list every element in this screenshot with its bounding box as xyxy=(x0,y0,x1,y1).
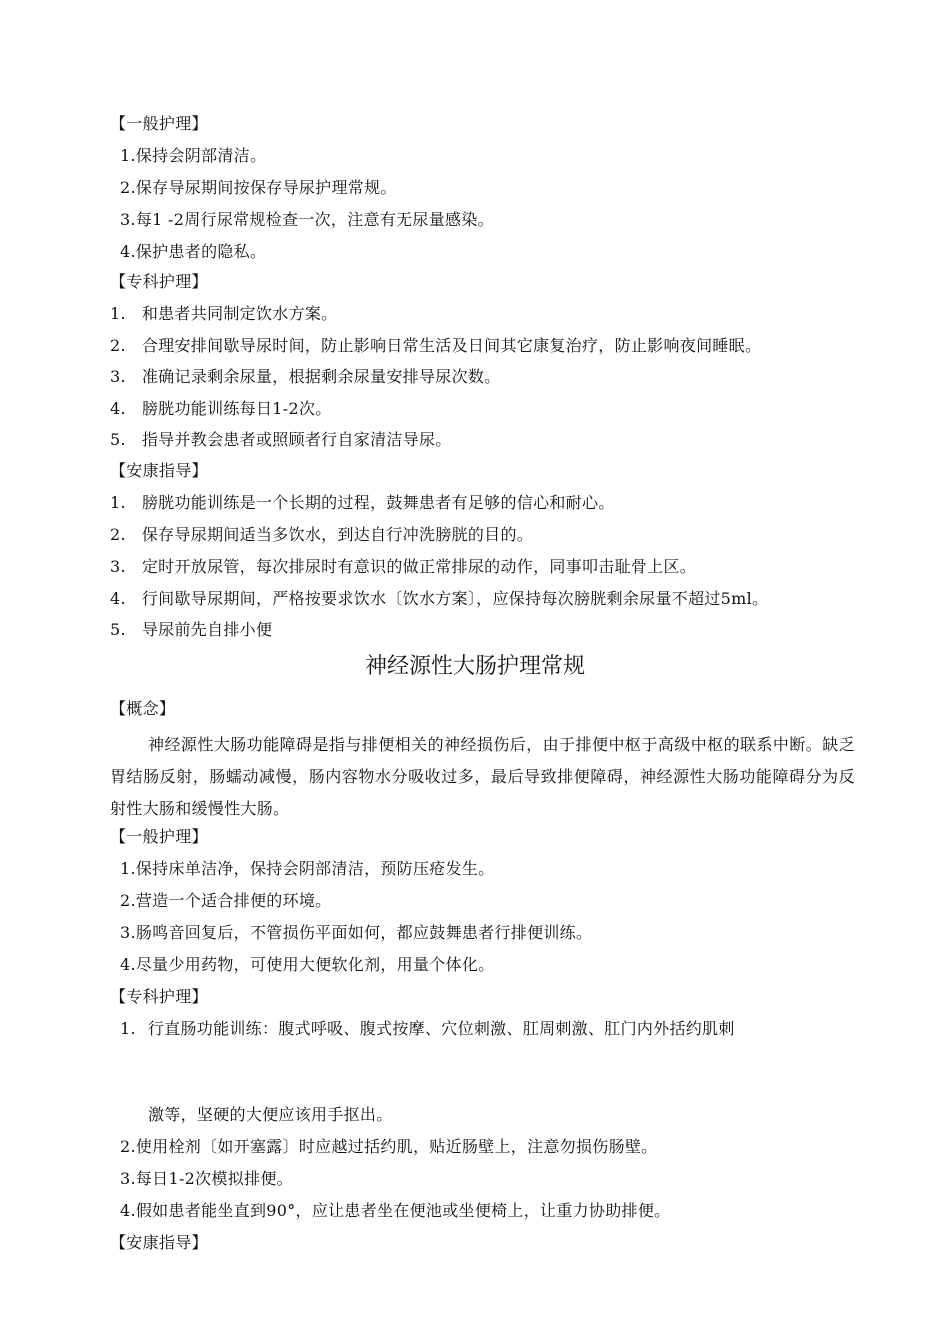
list-item: 4.保护患者的隐私。 xyxy=(120,242,267,261)
list-item: 1.保持会阴部清洁。 xyxy=(120,146,267,165)
section-heading-specialist-nursing: 【专科护理】 xyxy=(110,987,208,1006)
list-item: 3.每日1-2次模拟排便。 xyxy=(120,1169,293,1188)
item-text: 定时开放尿管，每次排尿时有意识的做正常排尿的动作，同事叩击耻骨上区。 xyxy=(141,557,697,576)
item-text: 行直肠功能训练：腹式呼吸、腹式按摩、穴位刺激、肛周刺激、肛门内外括约肌刺 xyxy=(147,1019,735,1038)
list-item: 4.假如患者能坐直到90°，应让患者坐在便池或坐便椅上，让重力协助排便。 xyxy=(120,1201,671,1220)
list-item: 2.营造一个适合排便的环境。 xyxy=(120,891,332,910)
item-number: 3. xyxy=(110,367,126,386)
item-number: 5. xyxy=(110,430,126,449)
list-item xyxy=(110,335,761,357)
item-text: 导尿前先自排小便 xyxy=(141,620,273,639)
item-number: 4. xyxy=(110,589,126,608)
list-item xyxy=(110,524,533,546)
item-text: 合理安排间歇导尿时间，防止影响日常生活及日间其它康复治疗，防止影响夜间睡眠。 xyxy=(141,336,762,355)
item-number: 2. xyxy=(110,525,126,544)
item-text: 膀胱功能训练每日1-2次。 xyxy=(141,399,332,418)
section-heading-health-guidance: 【安康指导】 xyxy=(110,1233,208,1252)
section-heading-health-guidance: 【安康指导】 xyxy=(110,461,208,480)
item-number: 1. xyxy=(110,493,126,512)
list-item xyxy=(110,619,272,641)
item-number: 1. xyxy=(110,304,126,323)
list-item xyxy=(110,429,452,451)
list-item: 1.保持床单洁净，保持会阴部清洁，预防压疮发生。 xyxy=(120,859,495,878)
page-title: 神经源性大肠护理常规 xyxy=(364,654,585,679)
list-item xyxy=(110,366,500,388)
list-item: 2.使用栓剂〔如开塞露〕时应越过括约肌，贴近肠壁上，注意勿损伤肠壁。 xyxy=(120,1137,658,1156)
list-item xyxy=(120,1018,735,1040)
list-item xyxy=(110,556,696,578)
item-number: 5. xyxy=(110,620,126,639)
list-item-continuation: 激等，坚硬的大便应该用手抠出。 xyxy=(148,1105,393,1124)
list-item xyxy=(110,303,337,325)
section-heading-general-nursing: 【一般护理】 xyxy=(110,827,208,846)
item-text: 指导并教会患者或照顾者行自家清洁导尿。 xyxy=(141,430,452,449)
item-text: 准确记录剩余尿量，根据剩余尿量安排导尿次数。 xyxy=(141,367,501,386)
item-number: 2. xyxy=(110,336,126,355)
section-heading-general-nursing: 【一般护理】 xyxy=(110,114,208,133)
item-text: 行间歇导尿期间，严格按要求饮水〔饮水方案〕，应保持每次膀胱剩余尿量不超过5ml。 xyxy=(141,589,769,608)
list-item xyxy=(110,492,615,514)
item-number: 1. xyxy=(120,1019,136,1038)
list-item: 3.肠鸣音回复后，不管损伤平面如何，都应鼓舞患者行排便训练。 xyxy=(120,923,593,942)
list-item xyxy=(110,398,332,420)
section-heading-specialist-nursing: 【专科护理】 xyxy=(110,272,208,291)
list-item: 3.每1 -2周行尿常规检查一次，注意有无尿量感染。 xyxy=(120,210,494,229)
item-text: 保存导尿期间适当多饮水，到达自行冲洗膀胱的目的。 xyxy=(141,525,534,544)
concept-paragraph: 神经源性大肠功能障碍是指与排便相关的神经损伤后，由于排便中枢于高级中枢的联系中断。缺乏胃结肠反射，肠蠕动减慢，肠内容物水分吸收过多，最后导致排便障碍，神经源性大肠功能障碍分为反射性大肠和缓慢性大肠。 xyxy=(110,735,855,818)
item-number: 4. xyxy=(110,399,126,418)
list-item: 2.保存导尿期间按保存导尿护理常规。 xyxy=(120,178,397,197)
list-item xyxy=(110,588,768,610)
list-item: 4.尽量少用药物，可使用大便软化剂，用量个体化。 xyxy=(120,955,495,974)
item-number: 3. xyxy=(110,557,126,576)
item-text: 和患者共同制定饮水方案。 xyxy=(141,304,338,323)
section-heading-concept: 【概念】 xyxy=(110,699,176,718)
item-text: 膀胱功能训练是一个长期的过程，鼓舞患者有足够的信心和耐心。 xyxy=(141,493,615,512)
